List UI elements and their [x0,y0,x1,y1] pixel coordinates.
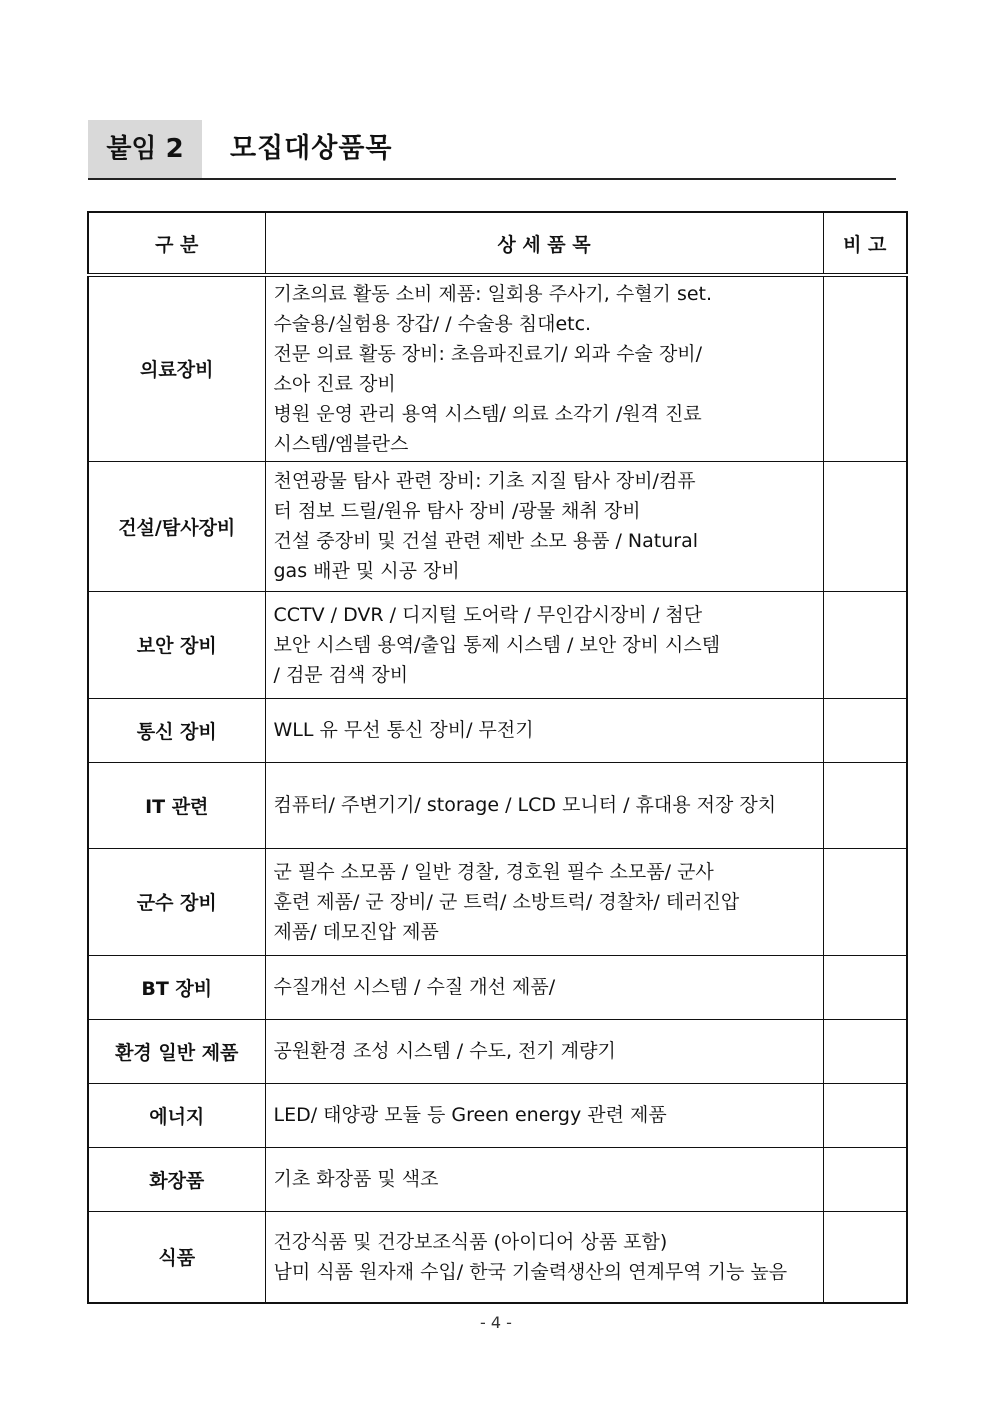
detail-line: 병원 운영 관리 용역 시스템/ 의료 소각기 /원격 진료 [273,402,702,425]
detail-line: 컴퓨터/ 주변기기/ storage / LCD 모니터 / 휴대용 저장 장치 [273,794,777,816]
detail-cell [265,275,823,461]
table-row [88,1083,907,1147]
page-number: - 4 - [480,1313,512,1332]
detail-cell [265,1147,823,1211]
detail-line: 수질개선 시스템 / 수질 개선 제품/ [273,976,556,998]
category-cell: IT 관련 [88,762,265,848]
detail-line: 건설 중장비 및 건설 관련 제반 소모 용품 / Natural [273,530,699,552]
detail-line: 전문 의료 활동 장비: 초음파진료기/ 외과 수술 장비/ [273,342,703,365]
table-row [88,955,907,1019]
section-header [88,120,896,180]
category-cell: 보안 장비 [88,591,265,698]
detail-cell [265,1083,823,1147]
detail-line: 소아 진료 장비 [273,372,396,395]
detail-cell [265,1211,823,1303]
detail-cell [265,955,823,1019]
detail-line: 수술용/실험용 장갑/ / 수술용 침대etc. [273,312,592,335]
note-cell [823,1019,907,1083]
detail-cell [265,848,823,955]
note-cell [823,461,907,591]
items-table [87,211,908,1304]
category-cell: 환경 일반 제품 [88,1019,265,1083]
table-row [88,1147,907,1211]
detail-line: 기초의료 활동 소비 제품: 일회용 주사기, 수혈기 set. [273,282,713,305]
detail-line: / 검문 검색 장비 [273,663,409,686]
category-cell: 의료장비 [88,275,265,461]
table-row [88,762,907,848]
page-title: 모집대상품목 [230,133,393,164]
table-row [88,275,907,461]
detail-line: gas 배관 및 시공 장비 [273,560,460,582]
category-cell: 건설/탐사장비 [88,461,265,591]
column-header-detail: 상 세 품 목 [265,212,823,275]
table-row [88,461,907,591]
detail-cell [265,591,823,698]
note-cell [823,1147,907,1211]
detail-line: 터 점보 드릴/원유 탐사 장비 /광물 채취 장비 [273,500,641,522]
category-cell: 에너지 [88,1083,265,1147]
category-cell: 화장품 [88,1147,265,1211]
detail-line: 훈련 제품/ 군 장비/ 군 트럭/ 소방트럭/ 경찰차/ 테러진압 [273,890,740,913]
detail-cell [265,698,823,762]
table-row [88,1211,907,1303]
note-cell [823,762,907,848]
note-cell [823,591,907,698]
detail-line: 공원환경 조성 시스템 / 수도, 전기 계량기 [273,1040,616,1062]
detail-line: 천연광물 탐사 관련 장비: 기초 지질 탐사 장비/컴퓨 [273,470,696,492]
note-cell [823,955,907,1019]
table-header-row [88,212,907,275]
category-cell: 통신 장비 [88,698,265,762]
category-cell: 군수 장비 [88,848,265,955]
table-row [88,848,907,955]
column-header-category: 구 분 [88,212,265,275]
detail-line: 기초 화장품 및 색조 [273,1168,439,1190]
note-cell [823,1083,907,1147]
detail-line: WLL 유 무선 통신 장비/ 무전기 [273,719,534,741]
detail-cell [265,1019,823,1083]
detail-cell [265,762,823,848]
note-cell [823,1211,907,1303]
table-row [88,591,907,698]
detail-line: 남미 식품 원자재 수입/ 한국 기술력생산의 연계무역 기능 높음 [273,1260,788,1283]
column-header-note: 비 고 [823,212,907,275]
detail-line: 제품/ 데모진압 제품 [273,920,439,943]
note-cell [823,848,907,955]
category-cell: BT 장비 [88,955,265,1019]
table-row [88,698,907,762]
category-cell: 식품 [88,1211,265,1303]
appendix-label: 붙임 2 [88,120,202,178]
table-row [88,1019,907,1083]
detail-cell [265,461,823,591]
note-cell [823,275,907,461]
detail-line: 시스템/엠블란스 [273,432,409,455]
detail-line: 보안 시스템 용역/출입 통제 시스템 / 보안 장비 시스템 [273,633,721,656]
detail-line: 군 필수 소모품 / 일반 경찰, 경호원 필수 소모품/ 군사 [273,860,714,883]
detail-line: CCTV / DVR / 디지털 도어락 / 무인감시장비 / 첨단 [273,603,703,626]
note-cell [823,698,907,762]
detail-line: 건강식품 및 건강보조식품 (아이디어 상품 포함) [273,1230,668,1253]
detail-line: LED/ 태양광 모듈 등 Green energy 관련 제품 [273,1104,667,1126]
